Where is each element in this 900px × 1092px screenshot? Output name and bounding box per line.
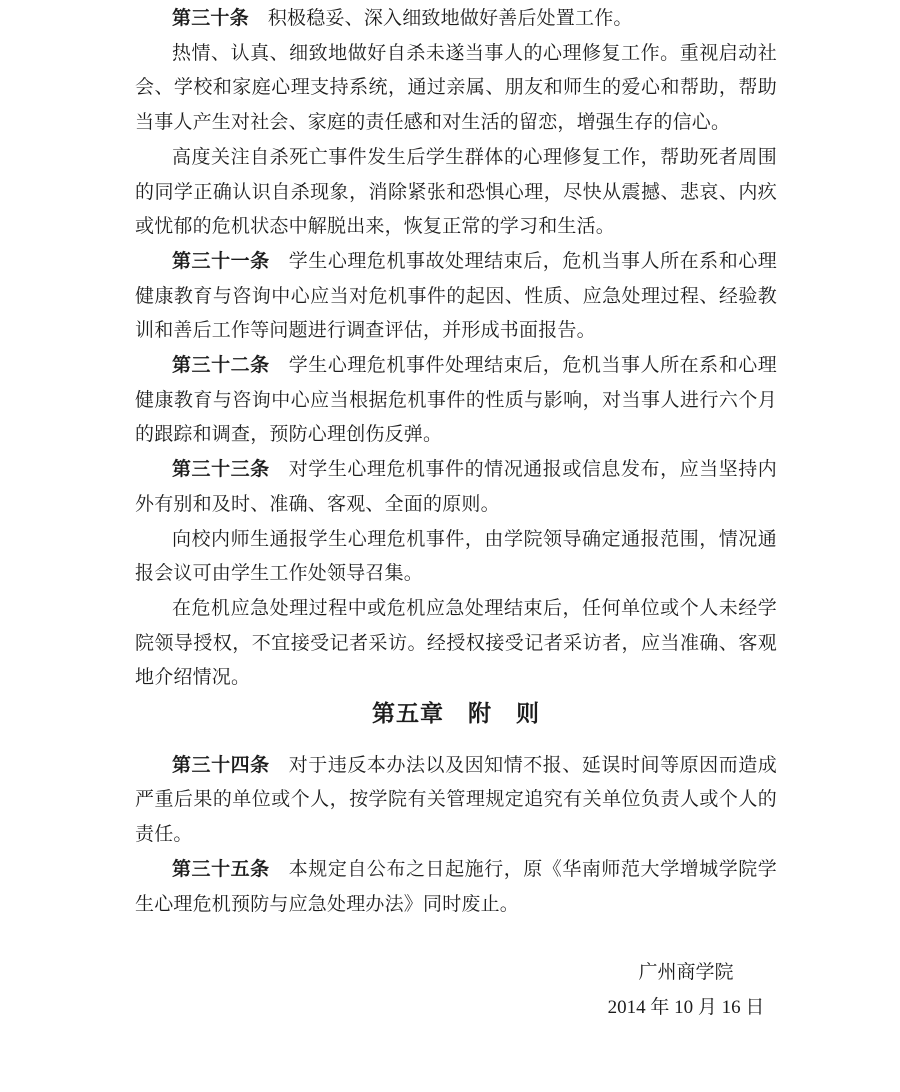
article-32-text: 学生心理危机事件处理结束后，危机当事人所在系和心理健康教育与咨询中心应当根据危机事件的性质与影响，对当事人进行六个月的跟踪和调查，预防心理创伤反弹。 bbox=[135, 355, 777, 446]
document-body bbox=[135, 2, 777, 1026]
paragraph: 向校内师生通报学生心理危机事件，由学院领导确定通报范围，情况通报会议可由学生工作处领导召集。 bbox=[135, 528, 777, 585]
paragraph: 热情、认真、细致地做好自杀未遂当事人的心理修复工作。重视启动社会、学校和家庭心理支持系统，通过亲属、朋友和师生的爱心和帮助，帮助当事人产生对社会、家庭的责任感和对生活的留恋，增强生存的信心。 bbox=[135, 42, 777, 134]
article-35-text: 本规定自公布之日起施行，原《华南师范大学增城学院学生心理危机预防与应急处理办法》同时废止。 bbox=[135, 858, 777, 915]
paragraph: 在危机应急处理过程中或危机应急处理结束后，任何单位或个人未经学院领导授权，不宜接受记者采访。经授权接受记者采访者，应当准确、客观地介绍情况。 bbox=[135, 597, 777, 689]
article-34-text: 对于违反本办法以及因知情不报、延误时间等原因而造成严重后果的单位或个人，按学院有关管理规定追究有关单位负责人或个人的责任。 bbox=[135, 754, 777, 846]
article-31 bbox=[135, 245, 777, 349]
signature-organization: 广州商学院 bbox=[638, 962, 734, 984]
signature-date: 2014 年 10 月 16 日 bbox=[607, 996, 765, 1018]
article-30-number: 第三十条 bbox=[172, 8, 249, 29]
article-35 bbox=[135, 853, 777, 922]
article-34 bbox=[135, 749, 777, 853]
article-30-text: 积极稳妥、深入细致地做好善后处置工作。 bbox=[267, 8, 633, 29]
article-33 bbox=[135, 453, 777, 522]
paragraph: 高度关注自杀死亡事件发生后学生群体的心理修复工作，帮助死者周围的同学正确认识自杀现象，消除紧张和恐惧心理，尽快从震撼、悲哀、内疚或忧郁的危机状态中解脱出来，恢复正常的学习和生活。 bbox=[135, 146, 777, 238]
chapter-heading: 第五章 附 则 bbox=[372, 701, 540, 727]
article-31-text: 学生心理危机事故处理结束后，危机当事人所在系和心理健康教育与咨询中心应当对危机事件的起因、性质、应急处理过程、经验教训和善后工作等问题进行调查评估，并形成书面报告。 bbox=[135, 250, 777, 342]
article-33-text: 对学生心理危机事件的情况通报或信息发布，应当坚持内外有别和及时、准确、客观、全面的原则。 bbox=[135, 459, 777, 515]
article-32 bbox=[135, 349, 777, 453]
article-32-number: 第三十二条 bbox=[172, 355, 270, 377]
article-31-number: 第三十一条 bbox=[172, 250, 270, 272]
signature-block bbox=[595, 956, 777, 1025]
article-34-number: 第三十四条 bbox=[172, 754, 270, 776]
article-33-number: 第三十三条 bbox=[172, 459, 270, 481]
article-30 bbox=[135, 2, 777, 37]
article-35-number: 第三十五条 bbox=[172, 858, 270, 880]
